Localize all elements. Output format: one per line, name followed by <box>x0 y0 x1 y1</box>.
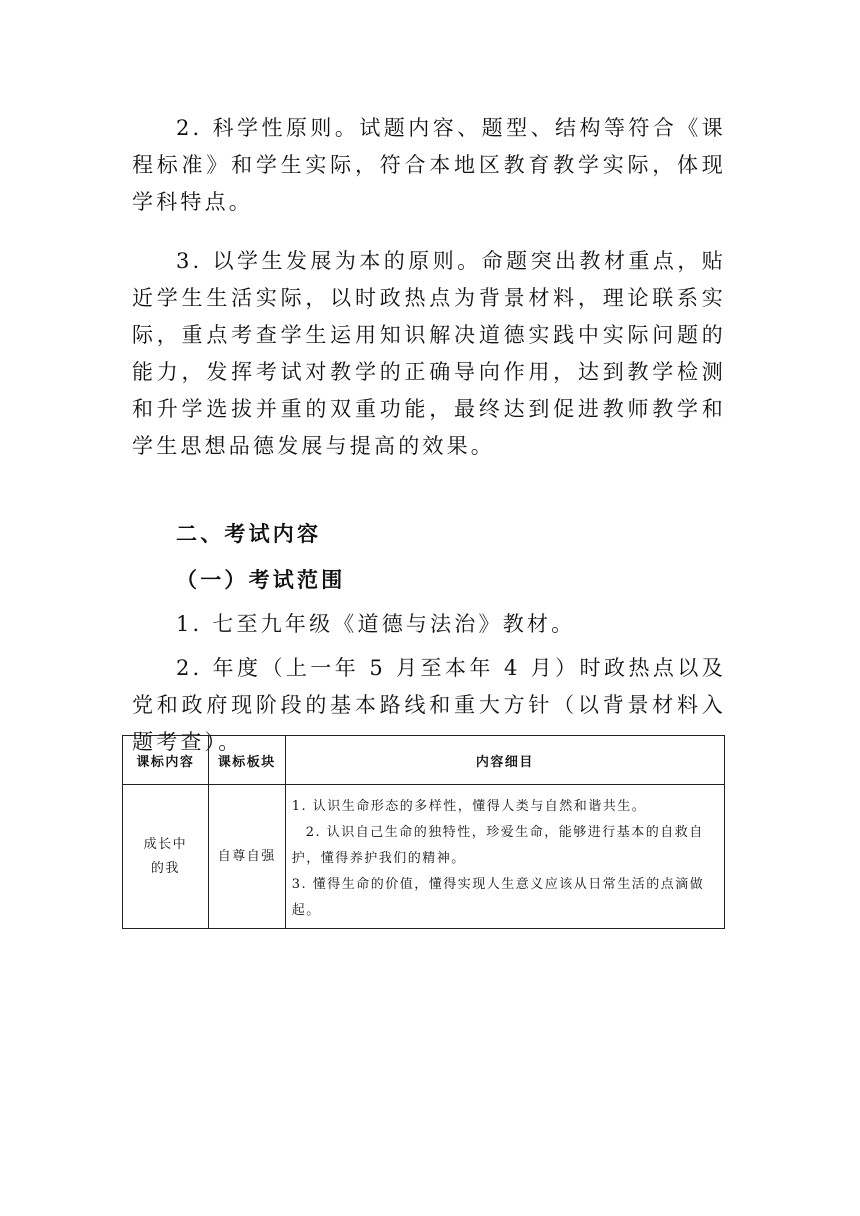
cell-content-details <box>285 785 724 929</box>
table-header-row <box>123 736 725 785</box>
header-curriculum-content: 课标内容 <box>123 736 209 785</box>
cell-curriculum-block: 自尊自强 <box>208 785 285 929</box>
curriculum-table <box>122 735 725 929</box>
paragraph-student-development-principle: 3. 以学生发展为本的原则。命题突出教材重点，贴近学生生活实际，以时政热点为背景材料，理论联系实际，重点考查学生运用知识解决道德实践中实际问题的能力，发挥考试对教学的正确导向作用，达到教学检测和升学选拔并重的双重功能，最终达到促进教师教学和学生思想品德发展与提高的效果。 <box>132 249 726 458</box>
table-row <box>123 785 725 929</box>
cell-content-line: 的我 <box>150 860 180 876</box>
cell-content-line: 成长中 <box>143 836 188 852</box>
paragraph-scientific-principle: 2. 科学性原则。试题内容、题型、结构等符合《课程标准》和学生实际，符合本地区教育教学实际，体现学科特点。 <box>132 116 726 214</box>
cell-curriculum-content <box>123 785 209 929</box>
detail-item: 3. 懂得生命的价值，懂得实现人生意义应该从日常生活的点滴做起。 <box>291 877 705 918</box>
subsection-title: （一）考试范围 <box>176 568 346 592</box>
paragraph-textbook-scope: 1. 七至九年级《道德与法治》教材。 <box>176 612 576 636</box>
detail-item: 1. 认识生命形态的多样性，懂得人类与自然和谐共生。 <box>291 799 647 814</box>
section-title: 二、考试内容 <box>176 522 322 546</box>
header-content-details: 内容细目 <box>285 736 724 785</box>
detail-item: 2. 认识自己生命的独特性，珍爱生命，能够进行基本的自救自护，懂得养护我们的精神。 <box>291 825 704 866</box>
header-curriculum-block: 课标板块 <box>208 736 285 785</box>
paragraph-current-affairs-scope: 2. 年度（上一年 5 月至本年 4 月）时政热点以及党和政府现阶段的基本路线和重大方针（以背景材料入题考查）。 <box>132 656 726 754</box>
